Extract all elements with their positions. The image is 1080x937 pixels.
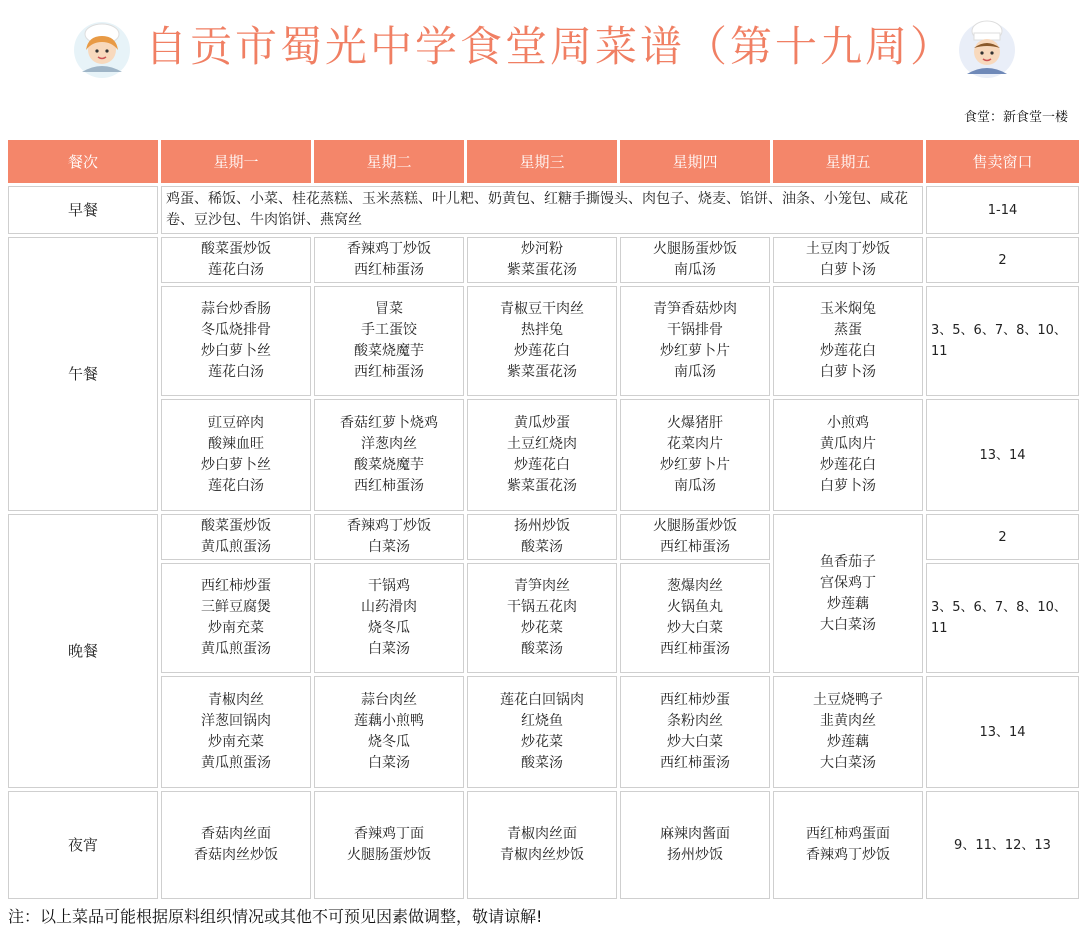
- dish-item: 炒红萝卜片: [660, 343, 730, 359]
- dish-item: 鱼香茄子: [820, 553, 876, 570]
- menu-cell-thursday: [620, 676, 770, 788]
- menu-cell-thursday: [620, 237, 770, 283]
- dish-item: 土豆红烧肉: [507, 436, 577, 452]
- dish-item: 条粉肉丝: [667, 713, 723, 729]
- window-cell: 3、5、6、7、8、10、11: [926, 563, 1079, 673]
- dish-item: 酸菜汤: [521, 641, 563, 657]
- dish-item: 酸菜烧魔芋: [354, 457, 424, 473]
- dish-item: 西红柿蛋汤: [660, 755, 730, 771]
- col-header-thursday: 星期四: [620, 140, 770, 183]
- dish-item: 黄瓜炒蛋: [514, 415, 570, 431]
- menu-cell-friday: [773, 676, 923, 788]
- dish-item: 酸菜汤: [521, 755, 563, 771]
- menu-cell-monday: [161, 514, 311, 560]
- dish-item: 土豆肉丁炒饭: [806, 241, 890, 257]
- dish-item: 莲花白汤: [208, 478, 264, 494]
- menu-cell-wednesday: [467, 286, 617, 396]
- dish-item: 西红柿蛋汤: [354, 364, 424, 380]
- dish-item: 莲花白汤: [208, 364, 264, 380]
- menu-cell-tuesday: [314, 791, 464, 899]
- dish-item: 香辣鸡丁炒饭: [806, 847, 890, 863]
- dish-item: 青椒肉丝炒饭: [500, 847, 584, 863]
- supper-row: [8, 791, 1079, 899]
- dish-item: 西红柿鸡蛋面: [806, 826, 890, 842]
- dish-item: 炒花菜: [521, 734, 563, 750]
- dish-item: 炒红萝卜片: [660, 457, 730, 473]
- dish-item: 手工蛋饺: [361, 322, 417, 338]
- menu-cell-wednesday: [467, 399, 617, 511]
- dish-item: 南瓜汤: [674, 478, 716, 494]
- menu-cell-monday: [161, 791, 311, 899]
- dish-item: 蒜台炒香肠: [201, 301, 271, 317]
- menu-cell-monday: [161, 286, 311, 396]
- dish-item: 炒白萝卜丝: [201, 343, 271, 359]
- window-cell: 3、5、6、7、8、10、11: [926, 286, 1079, 396]
- dish-item: 白菜汤: [368, 539, 410, 555]
- dish-item: 西红柿炒蛋: [660, 692, 730, 708]
- menu-cell-thursday: [620, 399, 770, 511]
- dish-item: 炒河粉: [521, 241, 563, 257]
- dish-item: 南瓜汤: [674, 364, 716, 380]
- dish-item: 黄瓜肉片: [820, 436, 876, 452]
- dish-item: 黄瓜煎蛋汤: [201, 641, 271, 657]
- lunch-row: [8, 237, 1079, 283]
- menu-cell-thursday: [620, 791, 770, 899]
- dish-item: 冬瓜烧排骨: [201, 322, 271, 338]
- dish-item: 干锅鸡: [368, 578, 410, 594]
- dish-item: 豇豆碎肉: [208, 415, 264, 431]
- dish-item: 炒花菜: [521, 620, 563, 636]
- menu-cell-wednesday: [467, 563, 617, 673]
- dish-item: 香菇红萝卜烧鸡: [340, 415, 438, 431]
- dish-item: 香菇肉丝面: [201, 826, 271, 842]
- dish-item: 花菜肉片: [667, 436, 723, 452]
- menu-cell-tuesday: [314, 286, 464, 396]
- window-supper: 9、11、12、13: [926, 791, 1079, 899]
- dish-item: 麻辣肉酱面: [660, 826, 730, 842]
- dish-item: 蒸蛋: [834, 322, 862, 338]
- breakfast-row: [8, 186, 1079, 234]
- menu-cell-monday: [161, 676, 311, 788]
- dish-item: 西红柿蛋汤: [660, 641, 730, 657]
- menu-cell-wednesday: [467, 791, 617, 899]
- dish-item: 香辣鸡丁炒饭: [347, 518, 431, 534]
- menu-cell-wednesday: [467, 237, 617, 283]
- dish-item: 洋葱肉丝: [361, 436, 417, 452]
- window-breakfast: 1-14: [926, 186, 1079, 234]
- dish-item: 酸辣血旺: [208, 436, 264, 452]
- dish-item: 炒大白菜: [667, 620, 723, 636]
- menu-cell-tuesday: [314, 514, 464, 560]
- menu-cell-friday: [773, 399, 923, 511]
- canteen-location: 食堂：新食堂一楼: [963, 110, 1068, 125]
- dish-item: 白萝卜汤: [820, 262, 876, 278]
- dish-item: 西红柿蛋汤: [354, 478, 424, 494]
- col-header-meal: 餐次: [8, 140, 158, 183]
- menu-cell-tuesday: [314, 399, 464, 511]
- dish-item: 韭黄肉丝: [820, 713, 876, 729]
- dish-item: 酸菜蛋炒饭: [201, 241, 271, 257]
- dish-item: 炒莲花白: [514, 343, 570, 359]
- menu-cell-tuesday: [314, 676, 464, 788]
- dish-item: 扬州炒饭: [667, 847, 723, 863]
- menu-cell-tuesday: [314, 563, 464, 673]
- menu-cell-monday: [161, 237, 311, 283]
- meal-label-lunch: 午餐: [8, 237, 158, 511]
- dish-item: 南瓜汤: [674, 262, 716, 278]
- col-header-wednesday: 星期三: [467, 140, 617, 183]
- dish-item: 青笋香菇炒肉: [653, 301, 737, 317]
- dish-item: 冒菜: [375, 301, 403, 317]
- dish-item: 烧冬瓜: [368, 620, 410, 636]
- dish-item: 大白菜汤: [820, 755, 876, 771]
- dish-item: 紫菜蛋花汤: [507, 478, 577, 494]
- dish-item: 炒白萝卜丝: [201, 457, 271, 473]
- dish-item: 玉米焖兔: [820, 301, 876, 317]
- meal-label-supper: 夜宵: [8, 791, 158, 899]
- dish-item: 香辣鸡丁面: [354, 826, 424, 842]
- dish-item: 炒大白菜: [667, 734, 723, 750]
- dish-item: 莲花白汤: [208, 262, 264, 278]
- dish-item: 酸菜蛋炒饭: [201, 518, 271, 534]
- dish-item: 白菜汤: [368, 755, 410, 771]
- dinner-row: [8, 514, 1079, 560]
- dish-item: 白萝卜汤: [820, 478, 876, 494]
- dish-item: 酸菜汤: [521, 539, 563, 555]
- dish-item: 大白菜汤: [820, 616, 876, 633]
- footer-note: 注：以上菜品可能根据原料组织情况或其他不可预见因素做调整，敬请谅解!: [8, 907, 543, 926]
- dish-item: 扬州炒饭: [514, 518, 570, 534]
- dish-item: 炒南充菜: [208, 734, 264, 750]
- dish-item: 干锅五花肉: [507, 599, 577, 615]
- col-header-tuesday: 星期二: [314, 140, 464, 183]
- window-cell: 2: [926, 237, 1079, 283]
- dish-item: 洋葱回锅肉: [201, 713, 271, 729]
- dish-item: 紫菜蛋花汤: [507, 262, 577, 278]
- dish-item: 蒜台肉丝: [361, 692, 417, 708]
- menu-cell-wednesday: [467, 676, 617, 788]
- dish-item: 炒莲花白: [820, 343, 876, 359]
- dish-item: 火爆猪肝: [667, 415, 723, 431]
- dish-item: 香菇肉丝炒饭: [194, 847, 278, 863]
- dish-item: 炒南充菜: [208, 620, 264, 636]
- dish-item: 莲藕小煎鸭: [354, 713, 424, 729]
- dish-item: 黄瓜煎蛋汤: [201, 539, 271, 555]
- menu-cell-thursday: [620, 514, 770, 560]
- breakfast-items: 鸡蛋、稀饭、小菜、桂花蒸糕、玉米蒸糕、叶儿粑、奶黄包、红糖手撕馒头、肉包子、烧麦、馅饼、油条、小笼包、咸花卷、豆沙包、牛肉馅饼、燕窝丝: [161, 186, 923, 234]
- dish-item: 西红柿蛋汤: [660, 539, 730, 555]
- dish-item: 干锅排骨: [667, 322, 723, 338]
- dish-item: 土豆烧鸭子: [813, 692, 883, 708]
- dish-item: 宫保鸡丁: [820, 574, 876, 591]
- dish-item: 火腿肠蛋炒饭: [653, 241, 737, 257]
- header-row: [8, 140, 1079, 183]
- menu-cell-wednesday: [467, 514, 617, 560]
- window-cell: 13、14: [926, 676, 1079, 788]
- dish-item: 香辣鸡丁炒饭: [347, 241, 431, 257]
- dish-item: 火锅鱼丸: [667, 599, 723, 615]
- dish-item: 青椒肉丝面: [507, 826, 577, 842]
- dish-item: 三鲜豆腐煲: [201, 599, 271, 615]
- col-header-friday: 星期五: [773, 140, 923, 183]
- boy-chef-avatar-icon: [955, 16, 1019, 80]
- dish-item: 青笋肉丝: [514, 578, 570, 594]
- menu-cell-friday: [773, 237, 923, 283]
- dish-item: 红烧鱼: [521, 713, 563, 729]
- dish-item: 青椒豆干肉丝: [500, 301, 584, 317]
- dish-item: 白萝卜汤: [820, 364, 876, 380]
- menu-cell-thursday: [620, 563, 770, 673]
- menu-cell-friday: [773, 286, 923, 396]
- dish-item: 火腿肠蛋炒饭: [347, 847, 431, 863]
- menu-cell-tuesday: [314, 237, 464, 283]
- window-cell: 13、14: [926, 399, 1079, 511]
- lunch-row: [8, 399, 1079, 511]
- col-header-monday: 星期一: [161, 140, 311, 183]
- dish-item: 白菜汤: [368, 641, 410, 657]
- dish-item: 炒莲藕: [827, 595, 869, 612]
- menu-cell-friday: [773, 514, 923, 673]
- col-header-window: 售卖窗口: [926, 140, 1079, 183]
- window-cell: 2: [926, 514, 1079, 560]
- page-title: 自贡市蜀光中学食堂周菜谱（第十九周）: [145, 22, 956, 71]
- menu-cell-thursday: [620, 286, 770, 396]
- dish-item: 酸菜烧魔芋: [354, 343, 424, 359]
- dish-item: 西红柿蛋汤: [354, 262, 424, 278]
- meal-label-dinner: 晚餐: [8, 514, 158, 788]
- dish-item: 青椒肉丝: [208, 692, 264, 708]
- lunch-row: [8, 286, 1079, 396]
- dish-item: 西红柿炒蛋: [201, 578, 271, 594]
- dish-item: 热拌兔: [521, 322, 563, 338]
- dish-item: 火腿肠蛋炒饭: [653, 518, 737, 534]
- menu-cell-friday: [773, 791, 923, 899]
- dish-item: 炒莲花白: [514, 457, 570, 473]
- dish-item: 紫菜蛋花汤: [507, 364, 577, 380]
- menu-cell-monday: [161, 563, 311, 673]
- dinner-row: [8, 676, 1079, 788]
- dish-item: 莲花白回锅肉: [500, 692, 584, 708]
- girl-chef-avatar-icon: [70, 16, 134, 80]
- dish-item: 炒莲藕: [827, 734, 869, 750]
- meal-label-breakfast: 早餐: [8, 186, 158, 234]
- dish-item: 炒莲花白: [820, 457, 876, 473]
- dish-item: 葱爆肉丝: [667, 578, 723, 594]
- dish-item: 小煎鸡: [827, 415, 869, 431]
- dish-item: 烧冬瓜: [368, 734, 410, 750]
- dish-item: 山药滑肉: [361, 599, 417, 615]
- weekly-menu-table: [5, 137, 1080, 902]
- dish-item: 黄瓜煎蛋汤: [201, 755, 271, 771]
- menu-cell-monday: [161, 399, 311, 511]
- header: [0, 0, 1080, 100]
